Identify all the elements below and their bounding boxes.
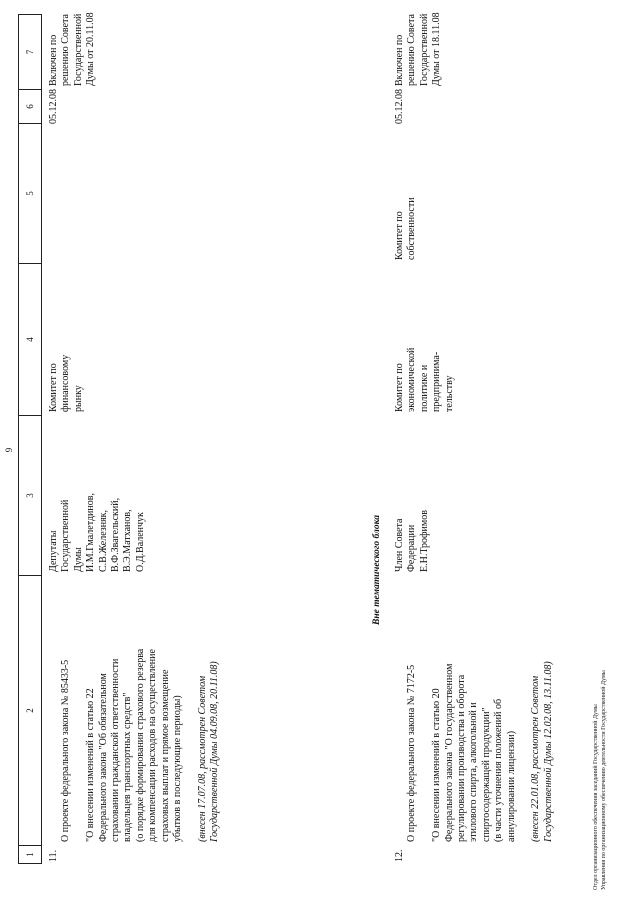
table-row: [48, 14, 238, 864]
bill-description: [48, 576, 234, 842]
bill-authors: Член Совета Федерации Е.Н.Трофимов: [394, 510, 430, 572]
bill-note: (внесен 17.07.08, рассмотрен Советом Государственной Думы 04.09.08, 20.11.08): [196, 661, 221, 842]
bill-description: [394, 576, 568, 842]
consideration-date: 05.12.08: [394, 89, 405, 124]
committee-co: Комитет по собственности: [394, 197, 418, 260]
committee-main: Комитет по экономической политике и предпринима- тельству: [394, 347, 455, 412]
column-header-2: 2: [19, 575, 41, 845]
bill-title: О проекте федерального закона № 7172-5: [406, 664, 418, 842]
column-header-row: [18, 14, 42, 864]
column-header-7: 7: [25, 49, 35, 55]
consideration-date: 05.12.08: [48, 89, 59, 124]
row-number: 12.: [394, 849, 405, 862]
column-header-5: 5: [19, 123, 41, 263]
inclusion-status: Включен по решению Совета Государственной Думы от 18.11.08: [394, 12, 443, 86]
bill-text: "О внесении изменений в статью 20 Федерального закона "О государственном регулировании производства и оборота этилового спирта, алкогольной и спиртосодержащей продукции" (в части уточнения положений об аннулировании лицензии): [431, 663, 517, 842]
page-number: 9: [4, 447, 14, 453]
section-title: Вне тематического блока: [372, 515, 382, 625]
row-number: 11.: [48, 849, 59, 862]
bill-note: (внесен 22.01.08, рассмотрен Советом Государственной Думы 12.02.08, 13.11.08): [530, 661, 554, 842]
table-row: [394, 14, 574, 864]
column-header-3: 3: [19, 415, 41, 575]
column-header-4: 4: [19, 263, 41, 415]
inclusion-status: Включен по решению Совета Государственной Думы от 20.11.08: [48, 12, 97, 86]
column-header-1: 1: [19, 845, 41, 863]
footer-note: Отдел организационного обеспечения заседаний Государственной Думы Управления по организационному обеспечению деятельности Государственной Думы: [593, 670, 607, 890]
committee-main: Комитет по финансовому рынку: [48, 354, 84, 412]
bill-authors: Депутаты Государственной Думы И.М.Гмалетдинов, С.В.Железняк, В.Ф.Звагельский, В.Э.Матханов, О.Д.Валенчук: [48, 493, 146, 572]
bill-title: О проекте федерального закона № 85433-5: [60, 659, 72, 842]
column-header-6: 6: [19, 89, 41, 123]
bill-text: "О внесении изменений в статью 22 Федерального закона "Об обязательном страховании гражданской ответственности владельцев транспортных средств" (о порядке формирования страхового резерва для компенсации расходов на осуществление страховых выплат и прямое возмещение убытков в последующие периоды): [85, 648, 184, 842]
